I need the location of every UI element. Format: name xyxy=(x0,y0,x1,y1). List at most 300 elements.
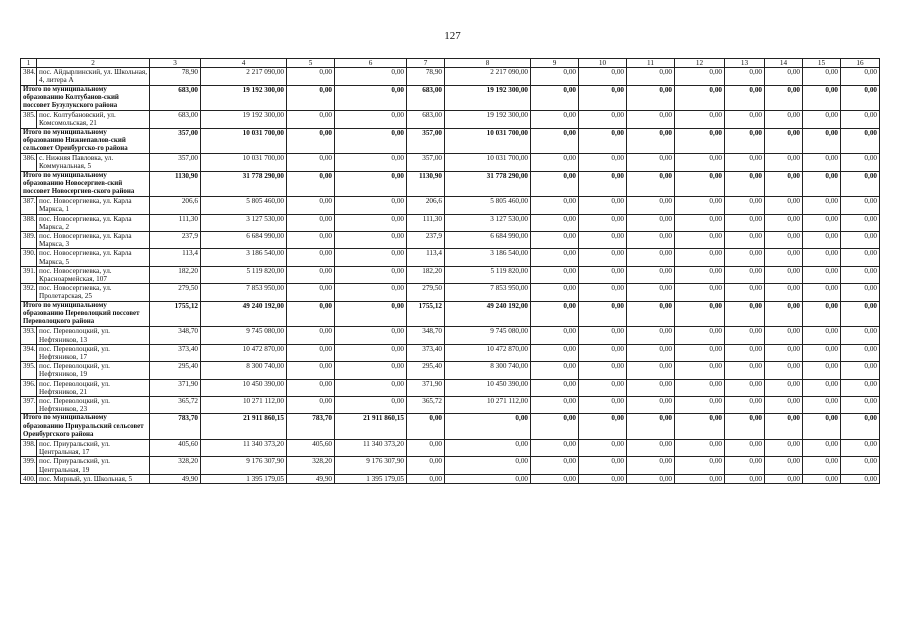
value-col-5: 0,00 xyxy=(287,379,335,396)
value-col-12: 0,00 xyxy=(675,171,725,197)
table-row xyxy=(21,284,880,301)
value-col-15: 0,00 xyxy=(803,85,841,111)
value-col-7: 111,30 xyxy=(407,214,445,231)
value-col-15: 0,00 xyxy=(803,301,841,327)
value-col-16: 0,00 xyxy=(841,85,880,111)
value-col-12: 0,00 xyxy=(675,396,725,413)
value-col-3: 295,40 xyxy=(150,362,201,379)
row-number: 389. xyxy=(21,232,37,249)
value-col-11: 0,00 xyxy=(627,214,675,231)
value-col-13: 0,00 xyxy=(725,128,765,154)
value-col-5: 783,70 xyxy=(287,414,335,440)
value-col-11: 0,00 xyxy=(627,249,675,266)
value-col-9: 0,00 xyxy=(531,154,579,171)
subtotal-row xyxy=(21,301,880,327)
value-col-13: 0,00 xyxy=(725,266,765,283)
value-col-14: 0,00 xyxy=(765,284,803,301)
value-col-7: 1130,90 xyxy=(407,171,445,197)
value-col-6: 0,00 xyxy=(335,327,407,344)
value-col-9: 0,00 xyxy=(531,344,579,361)
value-col-11: 0,00 xyxy=(627,111,675,128)
column-number-4: 4 xyxy=(201,59,287,68)
value-col-16: 0,00 xyxy=(841,266,880,283)
value-col-11: 0,00 xyxy=(627,396,675,413)
value-col-7: 182,20 xyxy=(407,266,445,283)
value-col-9: 0,00 xyxy=(531,232,579,249)
value-col-12: 0,00 xyxy=(675,249,725,266)
value-col-10: 0,00 xyxy=(579,111,627,128)
value-col-7: 365,72 xyxy=(407,396,445,413)
value-col-14: 0,00 xyxy=(765,249,803,266)
subtotal-label: Итого по муниципальному образованию Колтубанов-ский поссовет Бузулукского района xyxy=(21,85,150,111)
value-col-14: 0,00 xyxy=(765,474,803,483)
value-col-5: 328,20 xyxy=(287,457,335,474)
address-cell: пос. Новосергиевка, ул. Карла Маркса, 5 xyxy=(37,249,150,266)
value-col-5: 0,00 xyxy=(287,128,335,154)
row-number: 396. xyxy=(21,379,37,396)
column-number-10: 10 xyxy=(579,59,627,68)
value-col-15: 0,00 xyxy=(803,344,841,361)
value-col-4: 5 805 460,00 xyxy=(201,197,287,214)
value-col-15: 0,00 xyxy=(803,128,841,154)
table-row xyxy=(21,249,880,266)
value-col-15: 0,00 xyxy=(803,457,841,474)
address-cell: пос. Мирный, ул. Школьная, 5 xyxy=(37,474,150,483)
value-col-6: 0,00 xyxy=(335,197,407,214)
value-col-6: 0,00 xyxy=(335,379,407,396)
value-col-11: 0,00 xyxy=(627,414,675,440)
value-col-14: 0,00 xyxy=(765,301,803,327)
value-col-14: 0,00 xyxy=(765,439,803,456)
value-col-4: 6 684 990,00 xyxy=(201,232,287,249)
value-col-3: 279,50 xyxy=(150,284,201,301)
value-col-16: 0,00 xyxy=(841,232,880,249)
value-col-12: 0,00 xyxy=(675,111,725,128)
row-number: 397. xyxy=(21,396,37,413)
value-col-3: 113,4 xyxy=(150,249,201,266)
value-col-11: 0,00 xyxy=(627,266,675,283)
value-col-7: 78,90 xyxy=(407,68,445,85)
value-col-7: 357,00 xyxy=(407,128,445,154)
value-col-15: 0,00 xyxy=(803,396,841,413)
value-col-6: 0,00 xyxy=(335,68,407,85)
value-col-13: 0,00 xyxy=(725,154,765,171)
value-col-7: 683,00 xyxy=(407,85,445,111)
value-col-6: 1 395 179,05 xyxy=(335,474,407,483)
value-col-13: 0,00 xyxy=(725,327,765,344)
address-cell: пос. Приуральский, ул. Центральная, 17 xyxy=(37,439,150,456)
value-col-4: 21 911 860,15 xyxy=(201,414,287,440)
column-number-15: 15 xyxy=(803,59,841,68)
value-col-5: 49,90 xyxy=(287,474,335,483)
value-col-10: 0,00 xyxy=(579,344,627,361)
value-col-13: 0,00 xyxy=(725,171,765,197)
column-number-14: 14 xyxy=(765,59,803,68)
value-col-7: 1755,12 xyxy=(407,301,445,327)
table-row xyxy=(21,68,880,85)
value-col-10: 0,00 xyxy=(579,284,627,301)
value-col-3: 328,20 xyxy=(150,457,201,474)
value-col-8: 7 853 950,00 xyxy=(445,284,531,301)
value-col-5: 0,00 xyxy=(287,327,335,344)
value-col-11: 0,00 xyxy=(627,457,675,474)
value-col-6: 0,00 xyxy=(335,362,407,379)
value-col-3: 357,00 xyxy=(150,154,201,171)
value-col-8: 49 240 192,00 xyxy=(445,301,531,327)
value-col-3: 357,00 xyxy=(150,128,201,154)
column-number-13: 13 xyxy=(725,59,765,68)
value-col-9: 0,00 xyxy=(531,266,579,283)
value-col-6: 11 340 373,20 xyxy=(335,439,407,456)
value-col-8: 3 127 530,00 xyxy=(445,214,531,231)
value-col-9: 0,00 xyxy=(531,396,579,413)
value-col-5: 0,00 xyxy=(287,284,335,301)
value-col-12: 0,00 xyxy=(675,301,725,327)
value-col-12: 0,00 xyxy=(675,379,725,396)
value-col-9: 0,00 xyxy=(531,214,579,231)
value-col-6: 0,00 xyxy=(335,128,407,154)
value-col-7: 371,90 xyxy=(407,379,445,396)
row-number: 390. xyxy=(21,249,37,266)
value-col-12: 0,00 xyxy=(675,85,725,111)
value-col-3: 78,90 xyxy=(150,68,201,85)
value-col-13: 0,00 xyxy=(725,439,765,456)
value-col-11: 0,00 xyxy=(627,301,675,327)
value-col-3: 1755,12 xyxy=(150,301,201,327)
address-cell: пос. Колтубановский, ул. Комсомольская, 21 xyxy=(37,111,150,128)
value-col-7: 0,00 xyxy=(407,457,445,474)
value-col-14: 0,00 xyxy=(765,362,803,379)
value-col-8: 0,00 xyxy=(445,414,531,440)
row-number: 394. xyxy=(21,344,37,361)
value-col-14: 0,00 xyxy=(765,197,803,214)
table-row xyxy=(21,214,880,231)
row-number: 393. xyxy=(21,327,37,344)
row-number: 388. xyxy=(21,214,37,231)
table-row xyxy=(21,154,880,171)
value-col-15: 0,00 xyxy=(803,414,841,440)
value-col-10: 0,00 xyxy=(579,171,627,197)
value-col-13: 0,00 xyxy=(725,249,765,266)
value-col-10: 0,00 xyxy=(579,128,627,154)
value-col-15: 0,00 xyxy=(803,439,841,456)
value-col-9: 0,00 xyxy=(531,362,579,379)
value-col-7: 0,00 xyxy=(407,474,445,483)
value-col-16: 0,00 xyxy=(841,457,880,474)
value-col-13: 0,00 xyxy=(725,214,765,231)
value-col-4: 11 340 373,20 xyxy=(201,439,287,456)
value-col-10: 0,00 xyxy=(579,197,627,214)
value-col-10: 0,00 xyxy=(579,396,627,413)
value-col-5: 0,00 xyxy=(287,301,335,327)
value-col-11: 0,00 xyxy=(627,154,675,171)
table-row xyxy=(21,362,880,379)
value-col-16: 0,00 xyxy=(841,128,880,154)
value-col-16: 0,00 xyxy=(841,327,880,344)
value-col-5: 0,00 xyxy=(287,111,335,128)
value-col-7: 0,00 xyxy=(407,439,445,456)
value-col-8: 0,00 xyxy=(445,474,531,483)
value-col-14: 0,00 xyxy=(765,214,803,231)
row-number: 385. xyxy=(21,111,37,128)
value-col-9: 0,00 xyxy=(531,379,579,396)
address-cell: пос. Переволоцкий, ул. Нефтяников, 23 xyxy=(37,396,150,413)
value-col-4: 10 031 700,00 xyxy=(201,154,287,171)
value-col-16: 0,00 xyxy=(841,249,880,266)
value-col-13: 0,00 xyxy=(725,396,765,413)
value-col-4: 5 119 820,00 xyxy=(201,266,287,283)
value-col-14: 0,00 xyxy=(765,85,803,111)
value-col-4: 10 271 112,00 xyxy=(201,396,287,413)
address-cell: пос. Новосергиевка, ул. Карла Маркса, 2 xyxy=(37,214,150,231)
column-number-row xyxy=(21,59,880,68)
value-col-9: 0,00 xyxy=(531,128,579,154)
table-body xyxy=(21,68,880,484)
subtotal-label: Итого по муниципальному образованию Нижнепавлов-ский сельсовет Оренбургско-го района xyxy=(21,128,150,154)
value-col-5: 405,60 xyxy=(287,439,335,456)
value-col-16: 0,00 xyxy=(841,439,880,456)
value-col-6: 0,00 xyxy=(335,232,407,249)
column-number-5: 5 xyxy=(287,59,335,68)
value-col-16: 0,00 xyxy=(841,362,880,379)
subtotal-label: Итого по муниципальному образованию Новосергиев-ский поссовет Новосергиев-ского района xyxy=(21,171,150,197)
value-col-13: 0,00 xyxy=(725,197,765,214)
value-col-14: 0,00 xyxy=(765,154,803,171)
value-col-16: 0,00 xyxy=(841,171,880,197)
value-col-10: 0,00 xyxy=(579,214,627,231)
value-col-14: 0,00 xyxy=(765,266,803,283)
value-col-13: 0,00 xyxy=(725,232,765,249)
address-cell: пос. Айдырлинский, ул. Школьная, 4, литера А xyxy=(37,68,150,85)
value-col-16: 0,00 xyxy=(841,154,880,171)
column-number-3: 3 xyxy=(150,59,201,68)
address-cell: пос. Переволоцкий, ул. Нефтяников, 17 xyxy=(37,344,150,361)
address-cell: пос. Новосергиевка, ул. Карла Маркса, 1 xyxy=(37,197,150,214)
table-row xyxy=(21,327,880,344)
address-cell: с. Нижняя Павловка, ул. Коммунальная, 5 xyxy=(37,154,150,171)
value-col-11: 0,00 xyxy=(627,85,675,111)
value-col-12: 0,00 xyxy=(675,214,725,231)
column-number-6: 6 xyxy=(335,59,407,68)
value-col-12: 0,00 xyxy=(675,414,725,440)
value-col-14: 0,00 xyxy=(765,414,803,440)
value-col-16: 0,00 xyxy=(841,284,880,301)
value-col-9: 0,00 xyxy=(531,249,579,266)
value-col-4: 10 450 390,00 xyxy=(201,379,287,396)
value-col-9: 0,00 xyxy=(531,439,579,456)
value-col-12: 0,00 xyxy=(675,439,725,456)
value-col-12: 0,00 xyxy=(675,457,725,474)
value-col-12: 0,00 xyxy=(675,474,725,483)
value-col-11: 0,00 xyxy=(627,439,675,456)
value-col-8: 9 745 080,00 xyxy=(445,327,531,344)
value-col-9: 0,00 xyxy=(531,327,579,344)
value-col-8: 2 217 090,00 xyxy=(445,68,531,85)
value-col-8: 10 472 870,00 xyxy=(445,344,531,361)
value-col-16: 0,00 xyxy=(841,474,880,483)
value-col-4: 2 217 090,00 xyxy=(201,68,287,85)
value-col-14: 0,00 xyxy=(765,232,803,249)
value-col-6: 0,00 xyxy=(335,111,407,128)
value-col-14: 0,00 xyxy=(765,457,803,474)
value-col-3: 365,72 xyxy=(150,396,201,413)
value-col-10: 0,00 xyxy=(579,154,627,171)
value-col-4: 1 395 179,05 xyxy=(201,474,287,483)
value-col-6: 0,00 xyxy=(335,85,407,111)
value-col-8: 10 450 390,00 xyxy=(445,379,531,396)
value-col-6: 9 176 307,90 xyxy=(335,457,407,474)
value-col-9: 0,00 xyxy=(531,111,579,128)
housing-table xyxy=(20,58,880,484)
value-col-11: 0,00 xyxy=(627,362,675,379)
value-col-11: 0,00 xyxy=(627,474,675,483)
table-row xyxy=(21,232,880,249)
subtotal-row xyxy=(21,128,880,154)
value-col-3: 182,20 xyxy=(150,266,201,283)
value-col-5: 0,00 xyxy=(287,171,335,197)
value-col-7: 295,40 xyxy=(407,362,445,379)
value-col-13: 0,00 xyxy=(725,457,765,474)
value-col-9: 0,00 xyxy=(531,171,579,197)
value-col-9: 0,00 xyxy=(531,197,579,214)
value-col-6: 0,00 xyxy=(335,284,407,301)
value-col-13: 0,00 xyxy=(725,414,765,440)
value-col-13: 0,00 xyxy=(725,379,765,396)
value-col-16: 0,00 xyxy=(841,414,880,440)
value-col-10: 0,00 xyxy=(579,266,627,283)
row-number: 391. xyxy=(21,266,37,283)
value-col-15: 0,00 xyxy=(803,154,841,171)
table-row xyxy=(21,474,880,483)
value-col-3: 683,00 xyxy=(150,85,201,111)
value-col-13: 0,00 xyxy=(725,362,765,379)
value-col-5: 0,00 xyxy=(287,362,335,379)
row-number: 392. xyxy=(21,284,37,301)
value-col-14: 0,00 xyxy=(765,68,803,85)
value-col-15: 0,00 xyxy=(803,284,841,301)
value-col-8: 8 300 740,00 xyxy=(445,362,531,379)
address-cell: пос. Новосергиевка, ул. Пролетарская, 25 xyxy=(37,284,150,301)
column-number-2: 2 xyxy=(37,59,150,68)
subtotal-label: Итого по муниципальному образованию Приуральский сельсовет Оренбургского района xyxy=(21,414,150,440)
table-row xyxy=(21,344,880,361)
address-cell: пос. Переволоцкий, ул. Нефтяников, 21 xyxy=(37,379,150,396)
value-col-7: 279,50 xyxy=(407,284,445,301)
value-col-10: 0,00 xyxy=(579,362,627,379)
row-number: 387. xyxy=(21,197,37,214)
value-col-3: 237,9 xyxy=(150,232,201,249)
value-col-7: 348,70 xyxy=(407,327,445,344)
column-number-12: 12 xyxy=(675,59,725,68)
value-col-6: 0,00 xyxy=(335,396,407,413)
value-col-3: 373,40 xyxy=(150,344,201,361)
value-col-5: 0,00 xyxy=(287,396,335,413)
value-col-14: 0,00 xyxy=(765,128,803,154)
value-col-4: 9 176 307,90 xyxy=(201,457,287,474)
column-number-16: 16 xyxy=(841,59,880,68)
value-col-15: 0,00 xyxy=(803,68,841,85)
value-col-16: 0,00 xyxy=(841,396,880,413)
value-col-15: 0,00 xyxy=(803,362,841,379)
value-col-7: 113,4 xyxy=(407,249,445,266)
column-number-7: 7 xyxy=(407,59,445,68)
table-row xyxy=(21,457,880,474)
value-col-15: 0,00 xyxy=(803,249,841,266)
value-col-9: 0,00 xyxy=(531,85,579,111)
value-col-14: 0,00 xyxy=(765,379,803,396)
row-number: 400. xyxy=(21,474,37,483)
value-col-8: 0,00 xyxy=(445,439,531,456)
value-col-16: 0,00 xyxy=(841,111,880,128)
address-cell: пос. Новосергиевка, ул. Карла Маркса, 3 xyxy=(37,232,150,249)
value-col-12: 0,00 xyxy=(675,344,725,361)
value-col-7: 373,40 xyxy=(407,344,445,361)
value-col-7: 237,9 xyxy=(407,232,445,249)
value-col-12: 0,00 xyxy=(675,68,725,85)
subtotal-row xyxy=(21,414,880,440)
value-col-12: 0,00 xyxy=(675,232,725,249)
value-col-6: 0,00 xyxy=(335,249,407,266)
subtotal-label: Итого по муниципальному образованию Переволоцкий поссовет Переволоцкого района xyxy=(21,301,150,327)
value-col-5: 0,00 xyxy=(287,85,335,111)
value-col-12: 0,00 xyxy=(675,327,725,344)
value-col-9: 0,00 xyxy=(531,284,579,301)
value-col-5: 0,00 xyxy=(287,197,335,214)
value-col-10: 0,00 xyxy=(579,301,627,327)
value-col-5: 0,00 xyxy=(287,232,335,249)
value-col-16: 0,00 xyxy=(841,68,880,85)
value-col-10: 0,00 xyxy=(579,414,627,440)
address-cell: пос. Переволоцкий, ул. Нефтяников, 19 xyxy=(37,362,150,379)
value-col-4: 19 192 300,00 xyxy=(201,85,287,111)
value-col-15: 0,00 xyxy=(803,197,841,214)
value-col-7: 357,00 xyxy=(407,154,445,171)
value-col-3: 348,70 xyxy=(150,327,201,344)
table-row xyxy=(21,111,880,128)
value-col-8: 6 684 990,00 xyxy=(445,232,531,249)
value-col-13: 0,00 xyxy=(725,85,765,111)
value-col-14: 0,00 xyxy=(765,344,803,361)
value-col-15: 0,00 xyxy=(803,379,841,396)
subtotal-row xyxy=(21,171,880,197)
value-col-7: 0,00 xyxy=(407,414,445,440)
value-col-5: 0,00 xyxy=(287,68,335,85)
value-col-5: 0,00 xyxy=(287,344,335,361)
subtotal-row xyxy=(21,85,880,111)
value-col-12: 0,00 xyxy=(675,154,725,171)
table-row xyxy=(21,379,880,396)
value-col-12: 0,00 xyxy=(675,197,725,214)
value-col-9: 0,00 xyxy=(531,301,579,327)
value-col-12: 0,00 xyxy=(675,284,725,301)
value-col-15: 0,00 xyxy=(803,327,841,344)
value-col-9: 0,00 xyxy=(531,68,579,85)
column-number-1: 1 xyxy=(21,59,37,68)
value-col-9: 0,00 xyxy=(531,414,579,440)
value-col-15: 0,00 xyxy=(803,266,841,283)
table-row xyxy=(21,197,880,214)
value-col-4: 10 031 700,00 xyxy=(201,128,287,154)
row-number: 384. xyxy=(21,68,37,85)
value-col-4: 31 778 290,00 xyxy=(201,171,287,197)
value-col-10: 0,00 xyxy=(579,474,627,483)
value-col-14: 0,00 xyxy=(765,171,803,197)
value-col-13: 0,00 xyxy=(725,301,765,327)
row-number: 386. xyxy=(21,154,37,171)
value-col-11: 0,00 xyxy=(627,68,675,85)
value-col-7: 683,00 xyxy=(407,111,445,128)
row-number: 399. xyxy=(21,457,37,474)
